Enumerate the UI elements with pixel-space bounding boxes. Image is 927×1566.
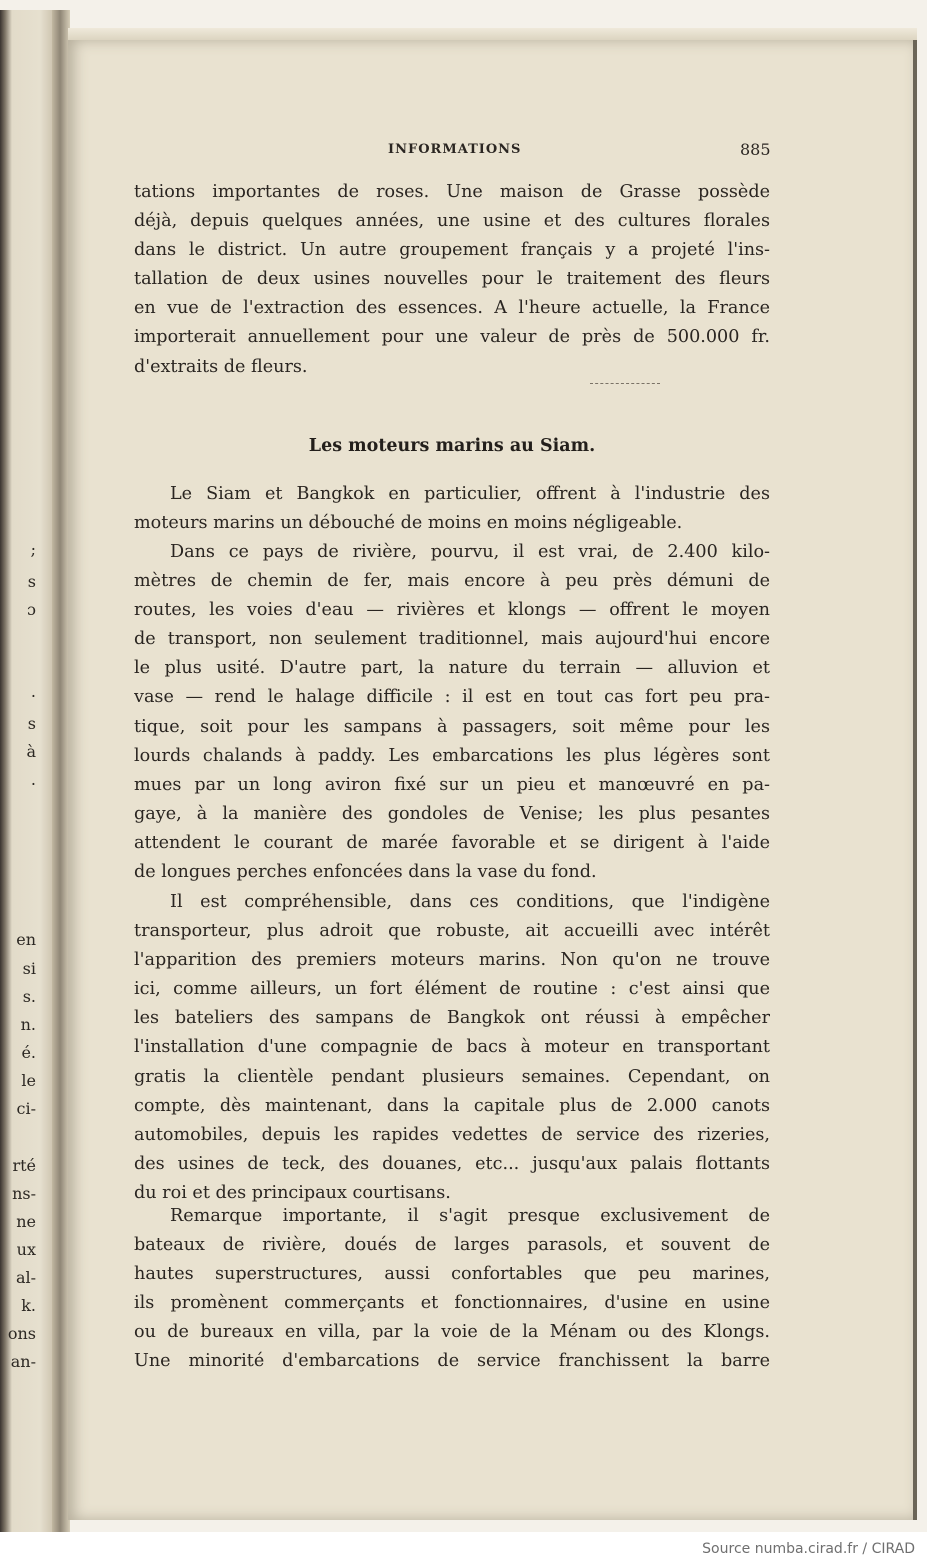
- left-page-margin-fragments: [0, 0, 36, 1566]
- margin-fragment: s.: [22, 987, 36, 1006]
- running-title: INFORMATIONS: [388, 142, 522, 157]
- paragraph-intro: [134, 480, 770, 538]
- text-line: mètres de chemin de fer, mais encore à peu près démuni de: [134, 571, 770, 592]
- section-separator: [590, 383, 660, 384]
- paragraph-roses: [134, 178, 770, 382]
- text-line: hautes superstructures, aussi confortables que peu marines,: [134, 1264, 770, 1285]
- text-line: le plus usité. D'autre part, la nature du terrain — alluvion et: [134, 658, 770, 679]
- text-line: ou de bureaux en villa, par la voie de la Ménam ou des Klongs.: [134, 1322, 770, 1343]
- text-line: les bateliers des sampans de Bangkok ont réussi à empêcher: [134, 1008, 770, 1029]
- text-line: déjà, depuis quelques années, une usine et des cultures florales: [134, 211, 770, 232]
- paragraph-river-boats: [134, 1202, 770, 1377]
- margin-fragment: rté: [12, 1156, 36, 1175]
- margin-fragment: al-: [15, 1268, 36, 1287]
- margin-fragment: ons: [7, 1324, 36, 1343]
- margin-fragment: si: [22, 959, 36, 978]
- text-line: moteurs marins un débouché de moins en moins négligeable.: [134, 513, 683, 534]
- footer-bar: [0, 1532, 927, 1566]
- text-line: de transport, non seulement traditionnel, mais aujourd'hui encore: [134, 629, 770, 650]
- text-line: automobiles, depuis les rapides vedettes de service des rizeries,: [134, 1124, 770, 1145]
- text-line: transporteur, plus adroit que robuste, ait accueilli avec intérêt: [134, 921, 770, 942]
- text-line: tations importantes de roses. Une maison de Grasse possède: [134, 182, 770, 202]
- text-line: du roi et des principaux courtisans.: [134, 1182, 451, 1203]
- text-line: gratis la clientèle pendant plusieurs semaines. Cependant, on: [134, 1066, 770, 1087]
- text-line: Remarque importante, il s'agit presque exclusivement de: [170, 1206, 770, 1226]
- text-line: ils promènent commerçants et fonctionnaires, d'usine en usine: [134, 1293, 770, 1314]
- margin-fragment: n.: [20, 1015, 36, 1034]
- margin-fragment: à: [26, 742, 36, 761]
- text-line: ici, comme ailleurs, un fort élément de routine : c'est ainsi que: [134, 979, 770, 1000]
- margin-fragment: .: [30, 770, 36, 789]
- section-heading: Les moteurs marins au Siam.: [308, 436, 596, 456]
- margin-fragment: s: [27, 714, 36, 733]
- text-line: des usines de teck, des douanes, etc... jusqu'aux palais flottants: [134, 1153, 770, 1174]
- text-line: de longues perches enfoncées dans la vase du fond.: [134, 862, 597, 883]
- source-credit: Source numba.cirad.fr / CIRAD: [702, 1541, 915, 1557]
- page-number: 885: [740, 140, 771, 159]
- text-line: vase — rend le halage difficile : il est en tout cas fort peu pra-: [134, 687, 770, 708]
- text-line: Dans ce pays de rivière, pourvu, il est vrai, de 2.400 kilo-: [170, 542, 770, 562]
- text-line: gaye, à la manière des gondoles de Venise; les plus pesantes: [134, 803, 770, 824]
- margin-fragment: k.: [21, 1296, 36, 1315]
- text-line: routes, les voies d'eau — rivières et klongs — offrent le moyen: [134, 600, 770, 621]
- text-line: Il est compréhensible, dans ces conditions, que l'indigène: [170, 892, 770, 912]
- margin-fragment: en: [16, 930, 36, 949]
- margin-fragment: é.: [21, 1043, 36, 1062]
- margin-fragment: an-: [10, 1352, 36, 1371]
- margin-fragment: le: [21, 1071, 36, 1090]
- margin-fragment: ns-: [12, 1184, 36, 1203]
- text-line: compte, dès maintenant, dans la capitale plus de 2.000 canots: [134, 1095, 770, 1116]
- text-line: attendent le courant de marée favorable et se dirigent à l'aide: [134, 832, 770, 853]
- margin-fragment: ɔ: [27, 600, 36, 619]
- text-line: tallation de deux usines nouvelles pour le traitement des fleurs: [134, 269, 770, 290]
- margin-fragment: s: [27, 572, 36, 591]
- margin-fragment: ne: [16, 1212, 36, 1231]
- margin-fragment: ci-: [16, 1099, 36, 1118]
- text-line: lourds chalands à paddy. Les embarcations les plus légères sont: [134, 745, 770, 766]
- text-line: mues par un long aviron fixé sur un pieu et manœuvré en pa-: [134, 774, 770, 795]
- margin-fragment: ux: [16, 1240, 36, 1259]
- text-line: tique, soit pour les sampans à passagers, soit même pour les: [134, 716, 770, 737]
- text-line: Une minorité d'embarcations de service franchissent la barre: [134, 1351, 770, 1372]
- margin-fragment: .: [30, 682, 36, 701]
- text-line: l'apparition des premiers moteurs marins. Non qu'on ne trouve: [134, 950, 770, 971]
- paragraph-waterways: [134, 538, 770, 887]
- text-line: en vue de l'extraction des essences. A l'heure actuelle, la France: [134, 298, 770, 319]
- text-line: d'extraits de fleurs.: [134, 356, 308, 377]
- text-line: l'installation d'une compagnie de bacs à moteur en transportant: [134, 1037, 770, 1058]
- margin-fragment: ;: [30, 540, 36, 559]
- text-line: dans le district. Un autre groupement français y a projeté l'ins-: [134, 240, 770, 261]
- text-line: importerait annuellement pour une valeur de près de 500.000 fr.: [134, 327, 770, 348]
- text-line: bateaux de rivière, doués de larges parasols, et souvent de: [134, 1235, 770, 1256]
- paragraph-adoption: [134, 888, 770, 1208]
- text-line: Le Siam et Bangkok en particulier, offrent à l'industrie des: [170, 484, 770, 504]
